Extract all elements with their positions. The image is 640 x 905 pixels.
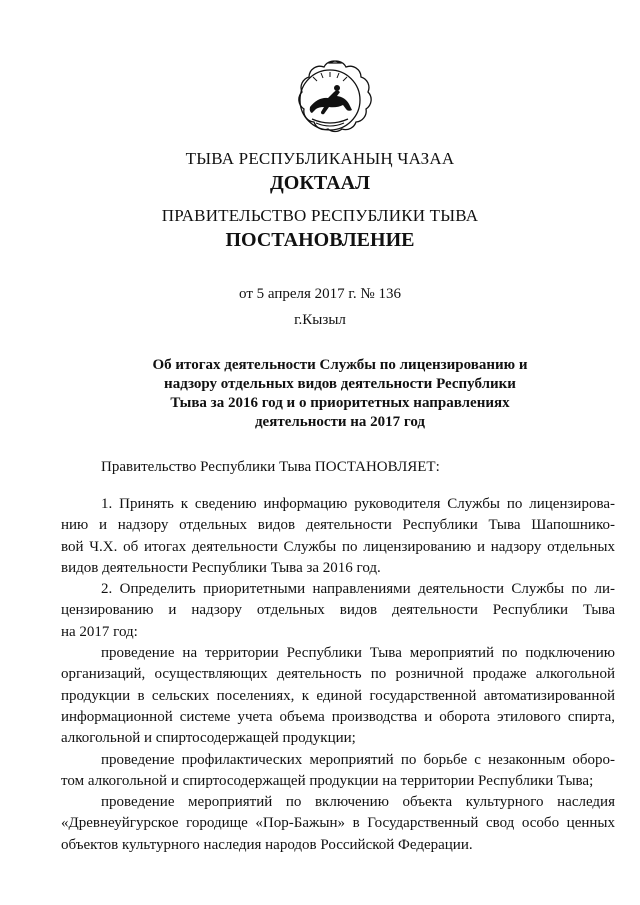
- body-line: проведение профилактических мероприятий по борьбе с незаконным оборо-: [101, 751, 615, 768]
- body-line: «Древнеуйгурское городище «Пор-Бажын» в Государственный свод особо ценных: [61, 815, 615, 832]
- body-line: информационной системе учета объема производства и оборота этилового спирта,: [61, 708, 615, 725]
- body-line: нию и надзору отдельных видов деятельности Республики Тыва Шапошнико-: [61, 517, 615, 534]
- body-line: 2. Определить приоритетными направлениями деятельности Службы по ли-: [101, 581, 615, 598]
- tuva-government-name: ТЫВА РЕСПУБЛИКАНЫҢ ЧАЗАА: [185, 149, 455, 168]
- tuva-document-type: ДОКТААЛ: [270, 172, 370, 194]
- body-line: проведение на территории Республики Тыва мероприятий по подключению: [101, 645, 615, 662]
- title-line: Об итогах деятельности Службы по лицензированию и: [152, 357, 528, 373]
- body-line: том алкогольной и спиртосодержащей продукции на территории Республики Тыва;: [61, 772, 594, 789]
- russian-document-type: ПОСТАНОВЛЕНИЕ: [225, 229, 415, 251]
- body-line: алкогольной и спиртосодержащей продукции;: [61, 730, 356, 747]
- body-line: 1. Принять к сведению информацию руководителя Службы по лицензирова-: [101, 496, 615, 512]
- body-line: видов деятельности Республики Тыва за 2016 год.: [61, 559, 381, 576]
- russian-government-name: ПРАВИТЕЛЬСТВО РЕСПУБЛИКИ ТЫВА: [161, 206, 479, 225]
- body-line: цензированию и надзору отдельных видов деятельности Республики Тыва: [61, 602, 615, 619]
- document-title: [140, 356, 540, 432]
- body-line: объектов культурного наследия народов Российской Федерации.: [61, 836, 473, 853]
- decree-statement: Правительство Республики Тыва ПОСТАНОВЛЯЕТ:: [101, 459, 440, 475]
- document-body: [61, 494, 615, 856]
- body-line: вой Ч.Х. об итогах деятельности Службы по лицензированию и надзору отдельных: [61, 538, 615, 555]
- body-line: на 2017 год:: [61, 623, 138, 640]
- body-line: продукции в сельских поселениях, к единой государственной автоматизированной: [61, 687, 615, 704]
- coat-of-arms-emblem: [285, 55, 375, 145]
- document-date-number: от 5 апреля 2017 г. № 136: [239, 286, 401, 302]
- title-line: Тыва за 2016 год и о приоритетных направлениях: [170, 395, 510, 411]
- body-line: проведение мероприятий по включению объекта культурного наследия: [101, 794, 615, 811]
- title-line: деятельности на 2017 год: [254, 414, 426, 430]
- title-line: надзору отдельных видов деятельности Республики: [164, 376, 516, 392]
- body-line: организаций, осуществляющих деятельность по розничной продаже алкогольной: [61, 666, 615, 683]
- document-city: г.Кызыл: [294, 312, 346, 328]
